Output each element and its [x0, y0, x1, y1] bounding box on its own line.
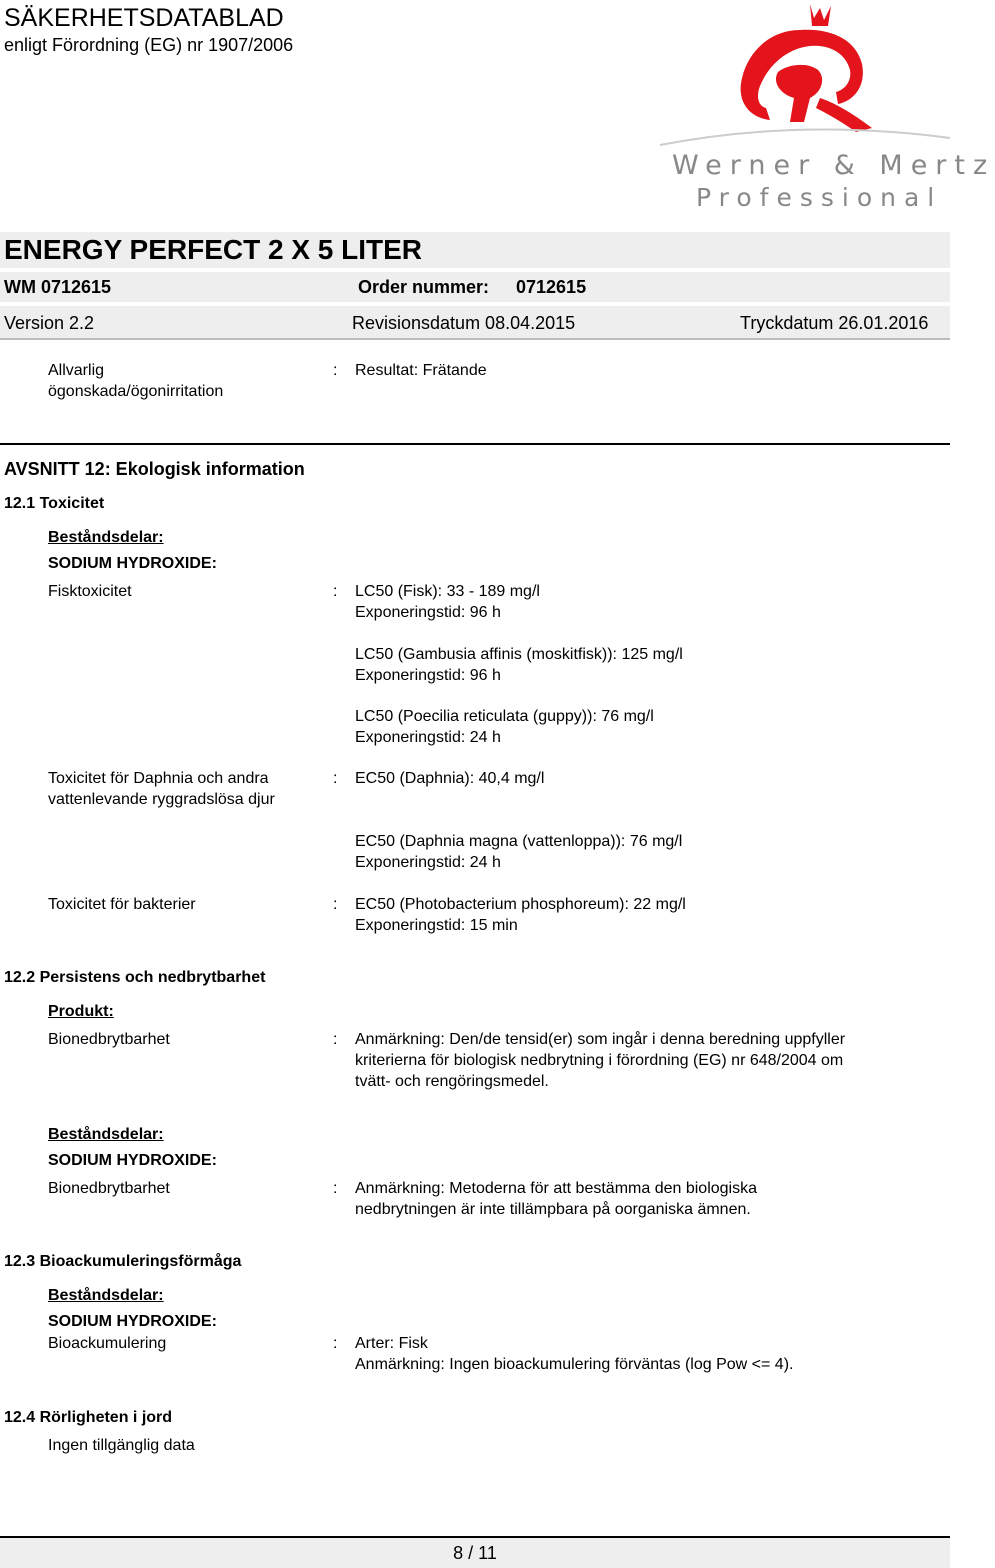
bacteria-value: EC50 (Photobacterium phosphoreum): 22 mg/l	[355, 896, 686, 913]
colon: :	[333, 583, 338, 600]
bioaccumulation-heading: 12.3 Bioackumuleringsförmåga	[4, 1253, 242, 1270]
fish-value-1: LC50 (Fisk): 33 - 189 mg/l	[355, 583, 540, 600]
daphnia-value-2: EC50 (Daphnia magna (vattenloppa)): 76 mg/l	[355, 833, 683, 850]
persistence-heading: 12.2 Persistens och nedbrytbarhet	[4, 969, 266, 986]
frog-logo-icon	[660, 0, 950, 140]
order-number: 0712615	[516, 277, 587, 297]
fish-exposure-2: Exponeringstid: 96 h	[355, 667, 501, 684]
biodegradability-note2-line2: nedbrytningen är inte tillämpbara på oorganiska ämnen.	[355, 1201, 751, 1218]
fish-value-2: LC50 (Gambusia affinis (moskitfisk)): 125 mg/l	[355, 646, 683, 663]
colon: :	[333, 362, 338, 379]
bioaccumulation-label: Bioackumulering	[48, 1335, 167, 1352]
logo-text-professional: Professional	[696, 183, 943, 212]
bioaccumulation-note: Anmärkning: Ingen bioackumulering förväntas (log Pow <= 4).	[355, 1356, 794, 1373]
colon: :	[333, 896, 338, 913]
substance-name: SODIUM HYDROXIDE:	[48, 1313, 217, 1330]
biodegradability-note-line1: Anmärkning: Den/de tensid(er) som ingår i denna beredning uppfyller	[355, 1031, 846, 1048]
substance-name: SODIUM HYDROXIDE:	[48, 1152, 217, 1169]
document-subtitle: enligt Förordning (EG) nr 1907/2006	[4, 35, 294, 55]
daphnia-exposure-2: Exponeringstid: 24 h	[355, 854, 501, 871]
bacteria-label: Toxicitet för bakterier	[48, 896, 196, 913]
constituents-heading: Beståndsdelar:	[48, 1287, 164, 1304]
eye-damage-label-line2: ögonskada/ögonirritation	[48, 383, 224, 400]
bioaccumulation-species: Arter: Fisk	[355, 1335, 428, 1352]
page-footer	[0, 1536, 950, 1568]
constituents-heading: Beståndsdelar:	[48, 1126, 164, 1143]
print-date: Tryckdatum 26.01.2016	[740, 313, 929, 333]
version: Version 2.2	[4, 313, 95, 333]
revision-date: Revisionsdatum 08.04.2015	[352, 313, 576, 333]
product-name: ENERGY PERFECT 2 X 5 LITER	[4, 234, 423, 265]
bacteria-exposure: Exponeringstid: 15 min	[355, 917, 518, 934]
company-logo	[660, 0, 995, 215]
document-title: SÄKERHETSDATABLAD	[4, 4, 284, 32]
colon: :	[333, 1180, 338, 1197]
biodegradability-note2-line1: Anmärkning: Metoderna för att bestämma den biologiska	[355, 1180, 757, 1197]
fish-exposure-3: Exponeringstid: 24 h	[355, 729, 501, 746]
fish-exposure-1: Exponeringstid: 96 h	[355, 604, 501, 621]
biodegradability-note-line3: tvätt- och rengöringsmedel.	[355, 1073, 549, 1090]
soil-mobility-heading: 12.4 Rörligheten i jord	[4, 1409, 173, 1426]
page-number: 8 / 11	[453, 1543, 497, 1563]
fish-toxicity-label: Fisktoxicitet	[48, 583, 132, 600]
daphnia-label-line1: Toxicitet för Daphnia och andra	[48, 770, 269, 787]
version-band	[0, 306, 950, 340]
daphnia-label-line2: vattenlevande ryggradslösa djur	[48, 791, 275, 808]
constituents-heading: Beståndsdelar:	[48, 529, 164, 546]
colon: :	[333, 1335, 338, 1352]
fish-value-3: LC50 (Poecilia reticulata (guppy)): 76 mg/l	[355, 708, 654, 725]
colon: :	[333, 770, 338, 787]
eye-damage-label-line1: Allvarlig	[48, 362, 105, 379]
section-title: AVSNITT 12: Ekologisk information	[4, 459, 305, 479]
wm-number: WM 0712615	[4, 277, 112, 297]
id-band	[0, 272, 950, 302]
substance-name: SODIUM HYDROXIDE:	[48, 555, 217, 572]
biodegradability-label: Bionedbrytbarhet	[48, 1031, 170, 1048]
section-divider	[0, 443, 950, 445]
daphnia-value-1: EC50 (Daphnia): 40,4 mg/l	[355, 770, 545, 787]
soil-mobility-value: Ingen tillgänglig data	[48, 1437, 195, 1454]
product-heading: Produkt:	[48, 1003, 114, 1020]
product-band	[0, 232, 950, 268]
biodegradability-note-line2: kriterierna för biologisk nedbrytning i förordning (EG) nr 648/2004 om	[355, 1052, 844, 1069]
eye-damage-value: Resultat: Frätande	[355, 362, 487, 379]
logo-text-werner-mertz: Werner & Mertz	[672, 150, 995, 181]
colon: :	[333, 1031, 338, 1048]
order-label: Order nummer:	[358, 277, 490, 297]
biodegradability-label: Bionedbrytbarhet	[48, 1180, 170, 1197]
toxicity-heading: 12.1 Toxicitet	[4, 495, 105, 512]
